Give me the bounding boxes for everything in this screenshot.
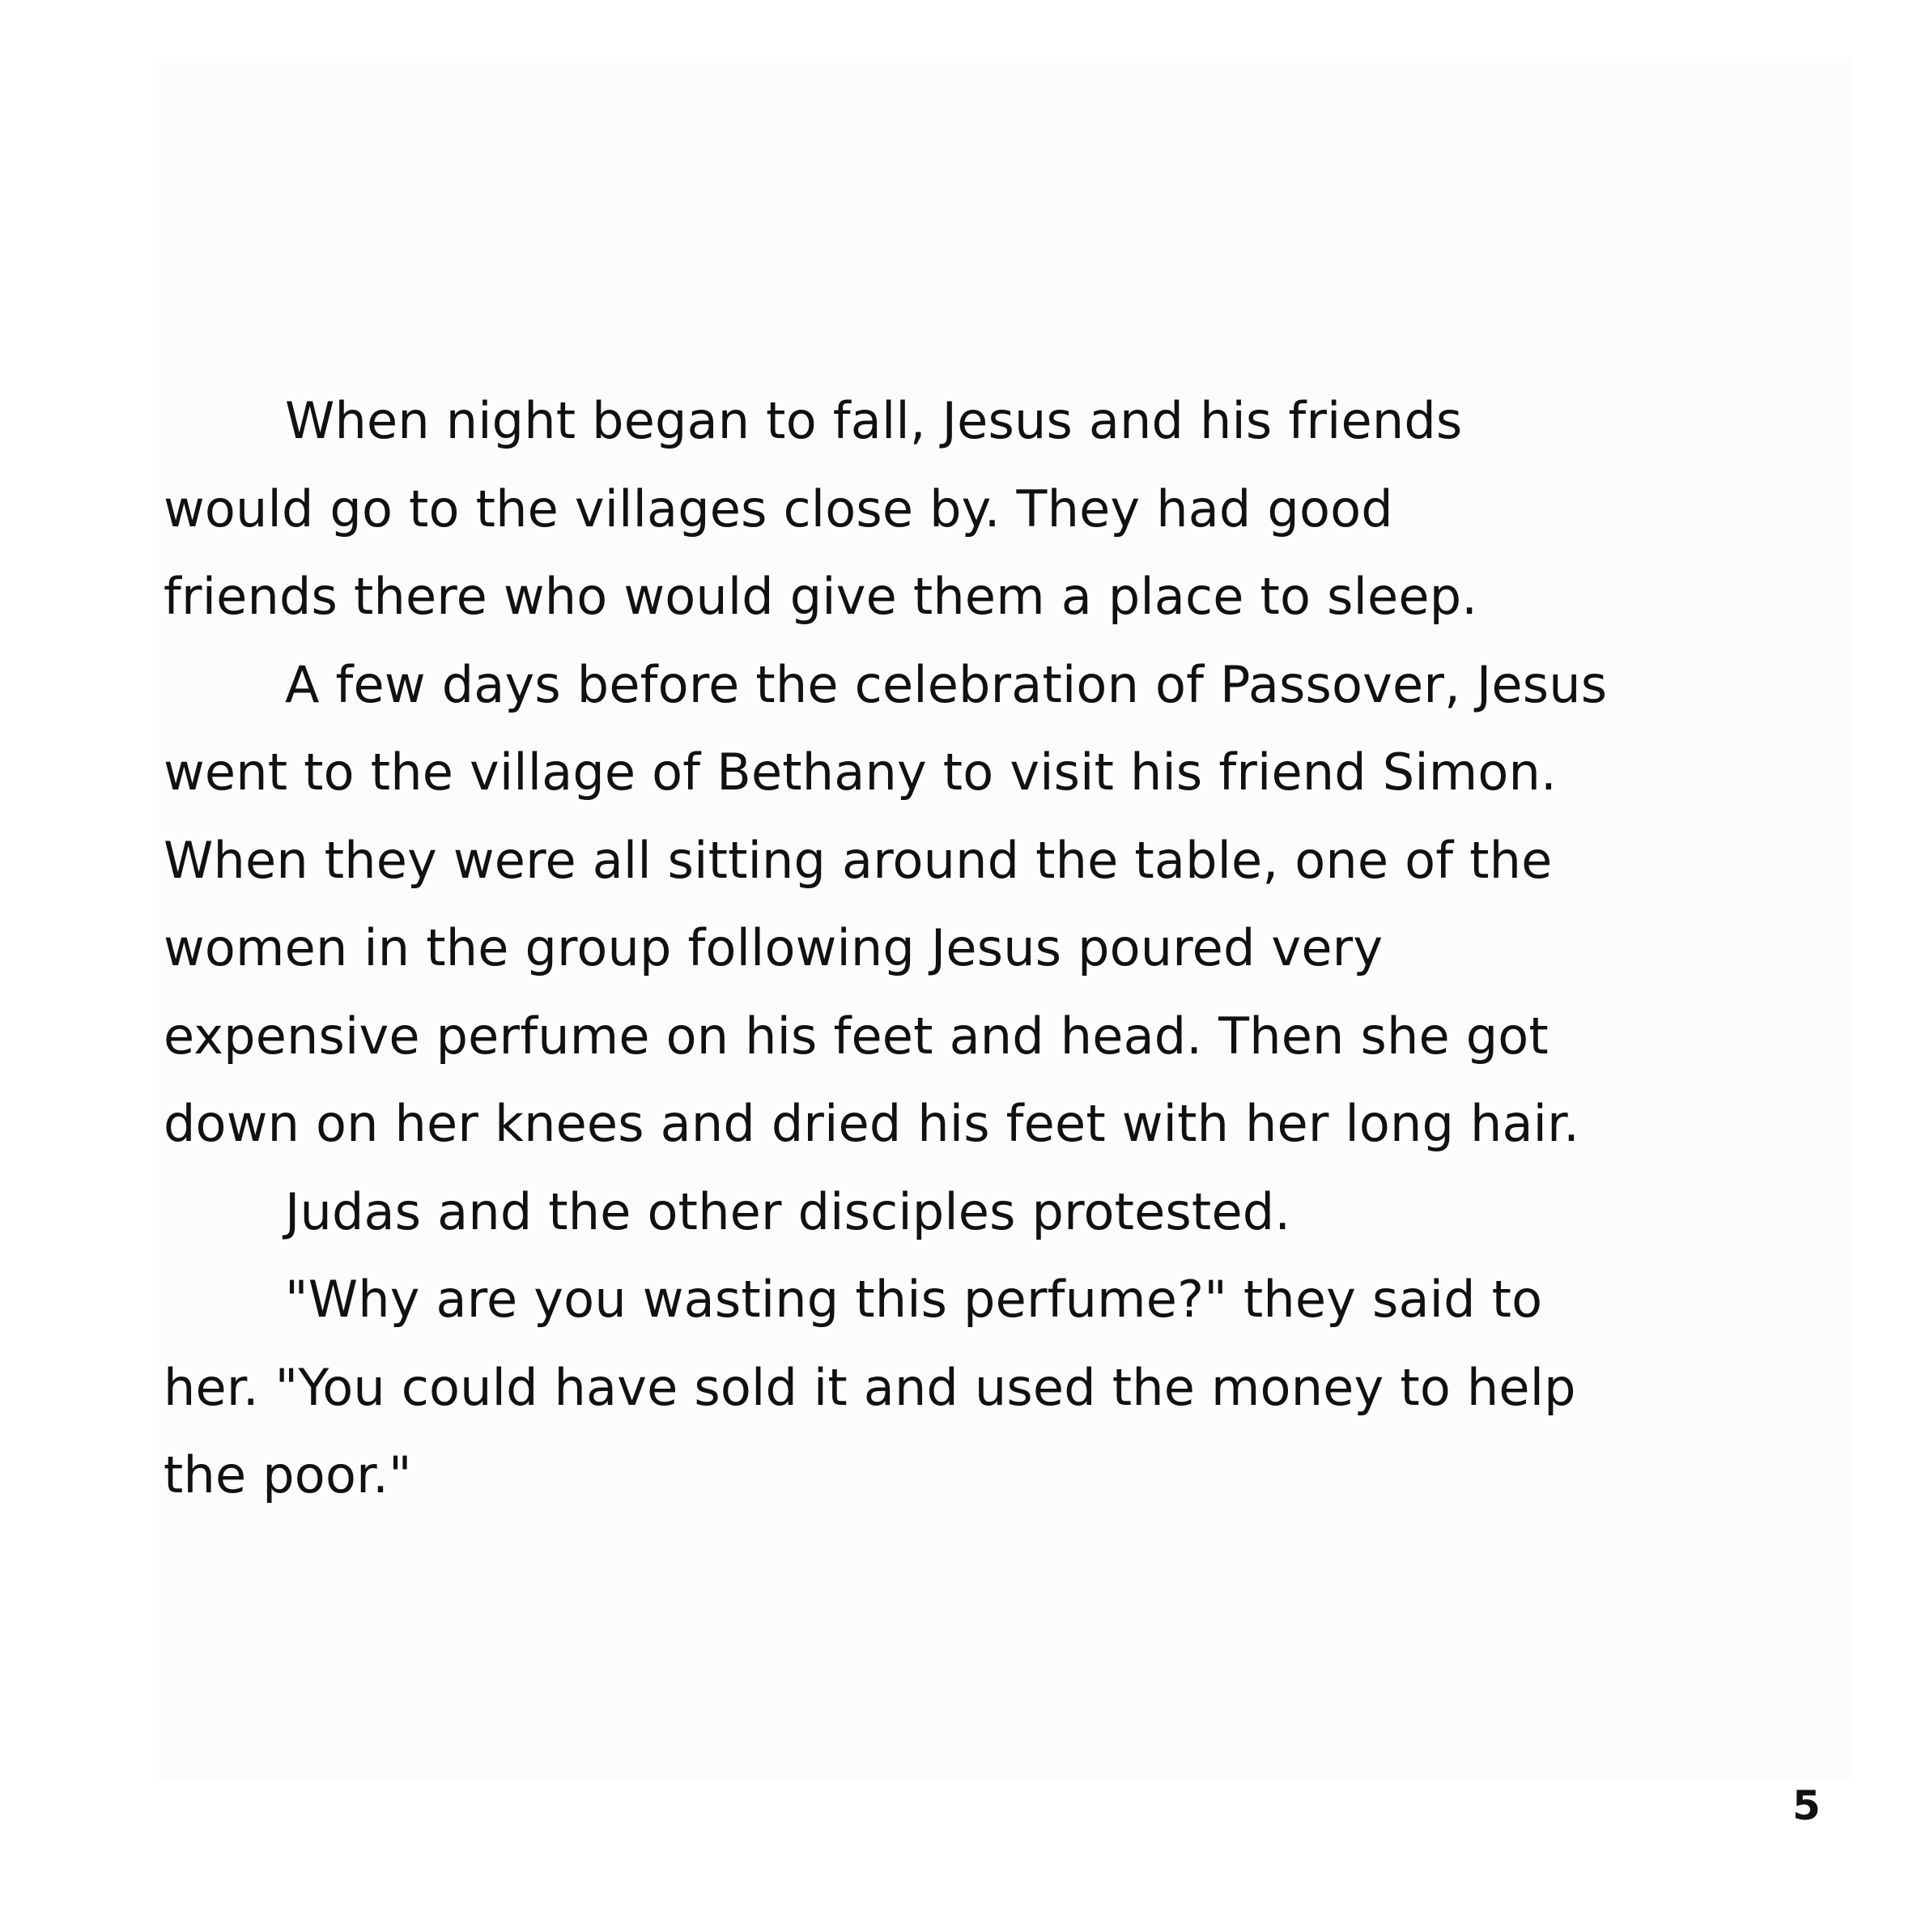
paragraph-4-line-1: "Why are you wasting this perfume?" they said to	[285, 1270, 1543, 1329]
paragraph-2-line-3: When they were all sitting around the table, one of the	[164, 830, 1553, 890]
paragraph-2-line-6: down on her knees and dried his feet with her long hair.	[164, 1094, 1579, 1153]
paragraph-1-line-1: When night began to fall, Jesus and his friends	[285, 391, 1463, 450]
paragraph-1-line-3: friends there who would give them a place to sleep.	[164, 567, 1478, 626]
paragraph-2-line-4: women in the group following Jesus poured very	[164, 918, 1384, 977]
paragraph-4-line-2: her. "You could have sold it and used the money to help	[164, 1357, 1576, 1417]
paragraph-2-line-5: expensive perfume on his feet and head. Then she got	[164, 1006, 1549, 1066]
paragraph-2-line-2: went to the village of Bethany to visit his friend Simon.	[164, 743, 1557, 802]
page-number: 5	[1792, 1782, 1821, 1829]
paragraph-1-line-2: would go to the villages close by. They had good	[164, 479, 1393, 538]
paragraph-4-line-3: the poor."	[164, 1445, 412, 1504]
story-text	[164, 377, 1783, 1520]
paragraph-2-line-1: A few days before the celebration of Passover, Jesus	[285, 654, 1608, 714]
paragraph-3-line-1: Judas and the other disciples protested.	[285, 1181, 1291, 1241]
